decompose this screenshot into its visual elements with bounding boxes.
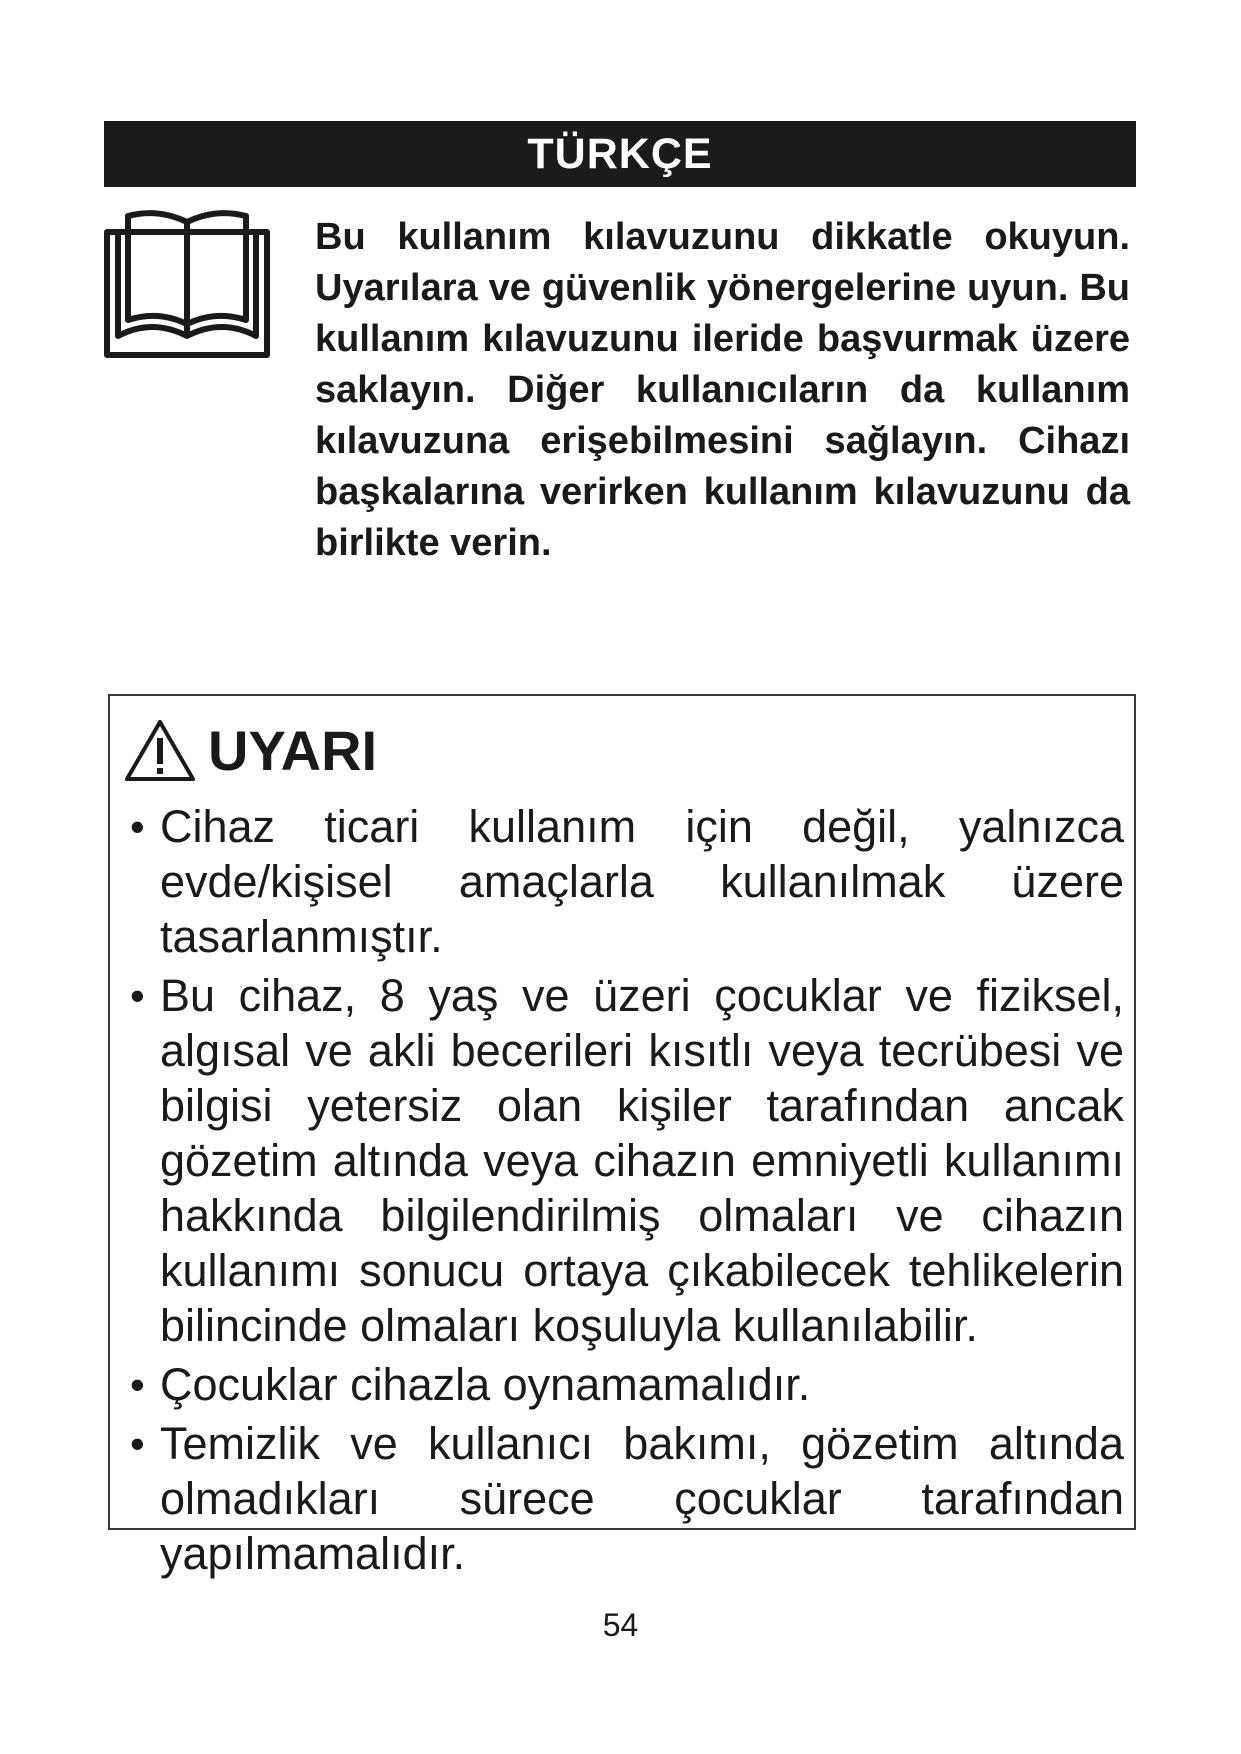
warning-item — [130, 1416, 1124, 1581]
warning-title: UYARI — [208, 718, 378, 782]
open-book-icon — [104, 210, 270, 358]
bullet-icon: • — [130, 1361, 145, 1408]
warning-item-text: Bu cihaz, 8 yaş ve üzeri çocuklar ve fiziksel, algısal ve akli becerileri kısıtlı veya tecrübesi ve bilgisi yetersiz olan kişiler tarafından ancak gözetim altında veya cihazın emniyetli kullanımı hakkında bilgilendirilmiş olmaları ve cihazın kullanımı sonucu ortaya çıkabilecek tehlikelerin bilincinde olmaları koşuluyla kullanılabilir. — [160, 970, 1124, 1351]
bullet-icon: • — [130, 1420, 145, 1467]
warning-item — [130, 1357, 1124, 1412]
page-number: 54 — [602, 1607, 639, 1643]
language-title: TÜRKÇE — [527, 129, 713, 178]
warning-item — [130, 968, 1124, 1353]
warning-item-text: Temizlik ve kullanıcı bakımı, gözetim altında olmadıkları sürece çocuklar tarafından yapılmamalıdır. — [160, 1418, 1124, 1579]
warning-item-text: Cihaz ticari kullanım için değil, yalnızca evde/kişisel amaçlarla kullanılmak üzere tasarlanmıştır. — [160, 801, 1124, 962]
bullet-icon: • — [130, 972, 145, 1019]
warning-item-text: Çocuklar cihazla oynamamalıdır. — [160, 1359, 811, 1410]
warning-triangle-icon — [124, 718, 196, 782]
warning-item — [130, 799, 1124, 964]
intro-text: Bu kullanım kılavuzunu dikkatle okuyun. Uyarılara ve güvenlik yönergelerine uyun. Bu kullanım kılavuzunu ileride başvurmak üzere saklayın. Diğer kullanıcıların da kullanım kılavuzuna erişebilmesini sağlayın. Cihazı başkalarına verirken kullanım kılavuzunu da birlikte verin. — [315, 216, 1130, 564]
warning-list — [130, 799, 1124, 1585]
warning-box — [108, 694, 1136, 1579]
warning-heading — [124, 710, 377, 790]
bullet-icon: • — [130, 803, 145, 850]
language-banner — [104, 121, 1136, 187]
